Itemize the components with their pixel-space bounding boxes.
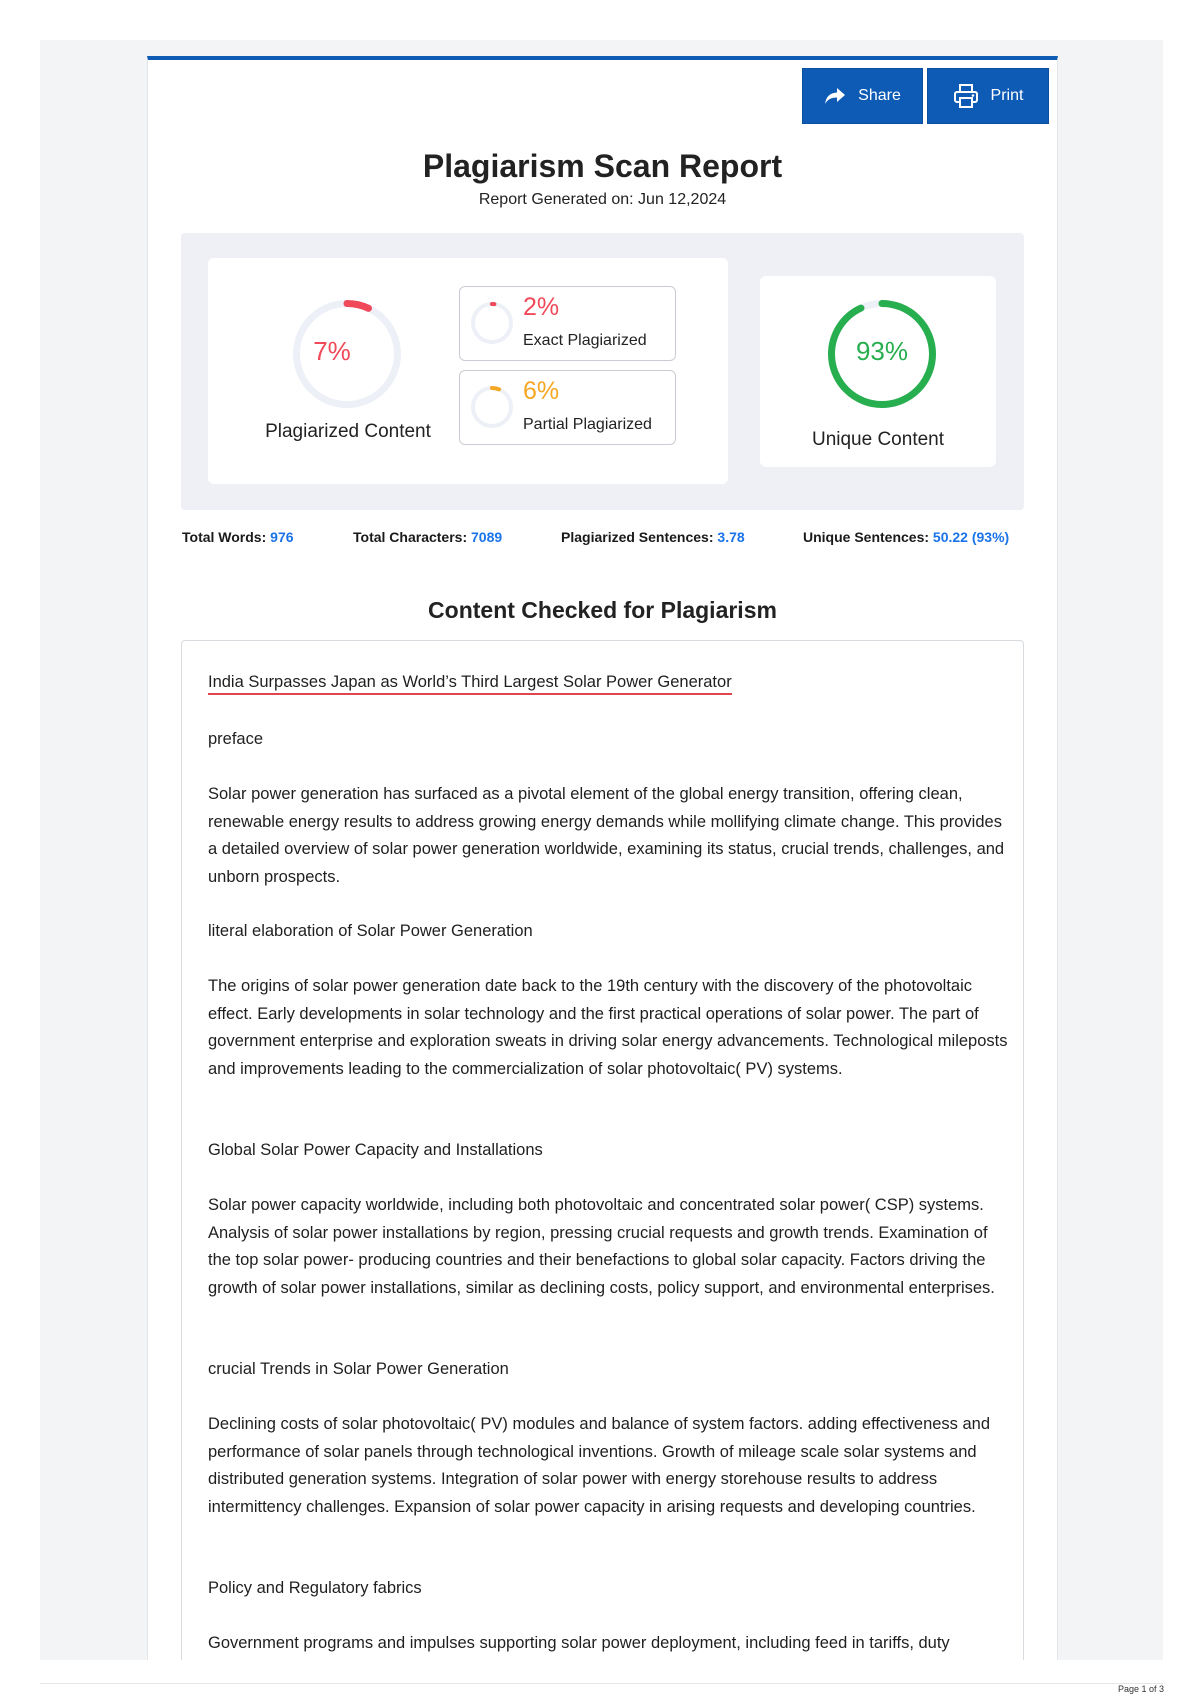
stat-unique-sentences <box>803 529 1009 545</box>
page-number: Page 1 of 3 <box>1117 1684 1164 1694</box>
content-section-title: Content Checked for Plagiarism <box>428 597 777 623</box>
stat-label: Total Words: <box>182 529 267 545</box>
content-paragraph: Global Solar Power Capacity and Installations <box>208 1141 543 1159</box>
unique-value: 93% <box>855 336 909 366</box>
content-paragraph: The origins of solar power generation date back to the 19th century with the discovery of the photovoltaic effect. Early developments in solar technology and the first practical operations of solar power. The part of government enterprise and exploration sweats in driving solar energy advancements. Technological mileposts and improvements leading to the commercialization of solar photovoltaic( PV) systems. <box>208 977 1008 1078</box>
stat-label: Unique Sentences: <box>803 529 930 545</box>
exact-value: 2% <box>523 293 560 321</box>
exact-plagiarized-card <box>459 286 676 361</box>
plagiarized-sentence[interactable]: India Surpasses Japan as World’s Third Largest Solar Power Generator <box>208 673 732 695</box>
content-paragraph: Solar power capacity worldwide, including both photovoltaic and concentrated solar power( CSP) systems. Analysis of solar power installations by region, pressing crucial requests and growth trends. Examination of the top solar power- producing countries and their benefactions to global solar capacity. Factors driving the growth of solar power installations, similar as declining costs, policy support, and environmental enterprises. <box>208 1196 995 1297</box>
plagiarized-value: 7% <box>313 336 351 366</box>
content-paragraph: crucial Trends in Solar Power Generation <box>208 1360 509 1378</box>
stat-value: 3.78 <box>717 529 745 545</box>
ring-track <box>473 388 511 426</box>
print-label: Print <box>990 87 1024 104</box>
content-paragraph: Solar power generation has surfaced as a pivotal element of the global energy transition, offering clean, renewable energy results to address growing energy demands while mollifying climate change. This provides a detailed overview of solar power generation worldwide, examining its status, crucial trends, challenges, and unborn prospects. <box>208 785 1005 886</box>
share-arrow-icon <box>824 87 846 105</box>
print-button[interactable] <box>927 68 1049 124</box>
unique-label: Unique Content <box>811 429 945 450</box>
partial-plagiarized-card <box>459 370 676 445</box>
partial-value: 6% <box>523 377 560 405</box>
stat-label: Total Characters: <box>353 529 468 545</box>
content-paragraph: Government programs and impulses supporting solar power deployment, including feed in tariffs, duty <box>208 1634 950 1652</box>
content-paragraph: preface <box>208 730 264 748</box>
content-paragraph: Policy and Regulatory fabrics <box>208 1579 422 1597</box>
stat-value: 976 <box>270 529 294 545</box>
stat-total-characters <box>353 529 502 545</box>
plagiarized-label: Plagiarized Content <box>265 421 431 442</box>
report-date: Report Generated on: Jun 12,2024 <box>478 191 727 208</box>
share-button[interactable] <box>802 68 923 124</box>
stat-plagiarized-sentences <box>561 529 745 545</box>
footer-divider <box>40 1683 1163 1684</box>
exact-label: Exact Plagiarized <box>523 332 647 349</box>
partial-ring <box>470 385 514 429</box>
share-label: Share <box>858 87 901 104</box>
stat-value: 50.22 (93%) <box>932 529 1010 545</box>
stat-value: 7089 <box>471 529 503 545</box>
content-paragraph: Declining costs of solar photovoltaic( PV) modules and balance of system factors. adding effectiveness and performance of solar panels through technological inventions. Growth of mileage scale solar systems and distributed generation systems. Integration of solar power with energy storehouse results to address intermittency challenges. Expansion of solar power capacity in arising requests and developing countries. <box>208 1415 991 1516</box>
exact-ring <box>470 301 514 345</box>
stat-label: Plagiarized Sentences: <box>561 529 714 545</box>
printer-icon <box>953 83 979 109</box>
partial-label: Partial Plagiarized <box>523 416 652 433</box>
ring-track <box>473 304 511 342</box>
content-paragraph: literal elaboration of Solar Power Generation <box>208 922 533 940</box>
report-title: Plagiarism Scan Report <box>422 148 783 184</box>
content-heading <box>208 669 1008 697</box>
stat-total-words <box>182 529 294 545</box>
